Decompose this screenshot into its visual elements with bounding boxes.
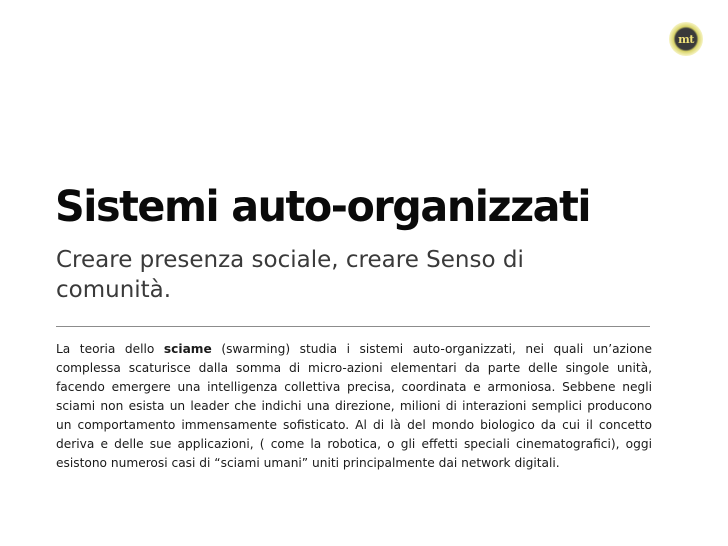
body-paragraph bbox=[56, 340, 652, 473]
logo-mark: mt bbox=[678, 32, 694, 46]
body-keyword: sciame bbox=[163, 342, 212, 356]
body-rest: (swarming) studia i sistemi auto-organizzati, nei quali un’azione complessa scaturisce dalla somma di micro-azioni elementari da parte delle singole unità, facendo emergere una intelligenza collettiva precisa, coordinata e armoniosa. Sebbene negli sciami non esista un leader che indichi una direzione, milioni di interazioni semplici producono un comportamento immensamente sofisticato. Al di là del mondo biologico da cui il concetto deriva e delle sue applicazioni, ( come la robotica, o gli effetti speciali cinematografici), oggi esistono numerosi casi di “sciami umani” uniti principalmente dai network digitali. bbox=[56, 342, 652, 470]
divider bbox=[56, 326, 650, 327]
body-intro: La teoria dello bbox=[56, 342, 155, 356]
slide-title: Sistemi auto-organizzati bbox=[55, 182, 591, 232]
slide-subtitle: Creare presenza sociale, creare Senso di comunità. bbox=[56, 247, 524, 303]
logo bbox=[669, 22, 703, 56]
